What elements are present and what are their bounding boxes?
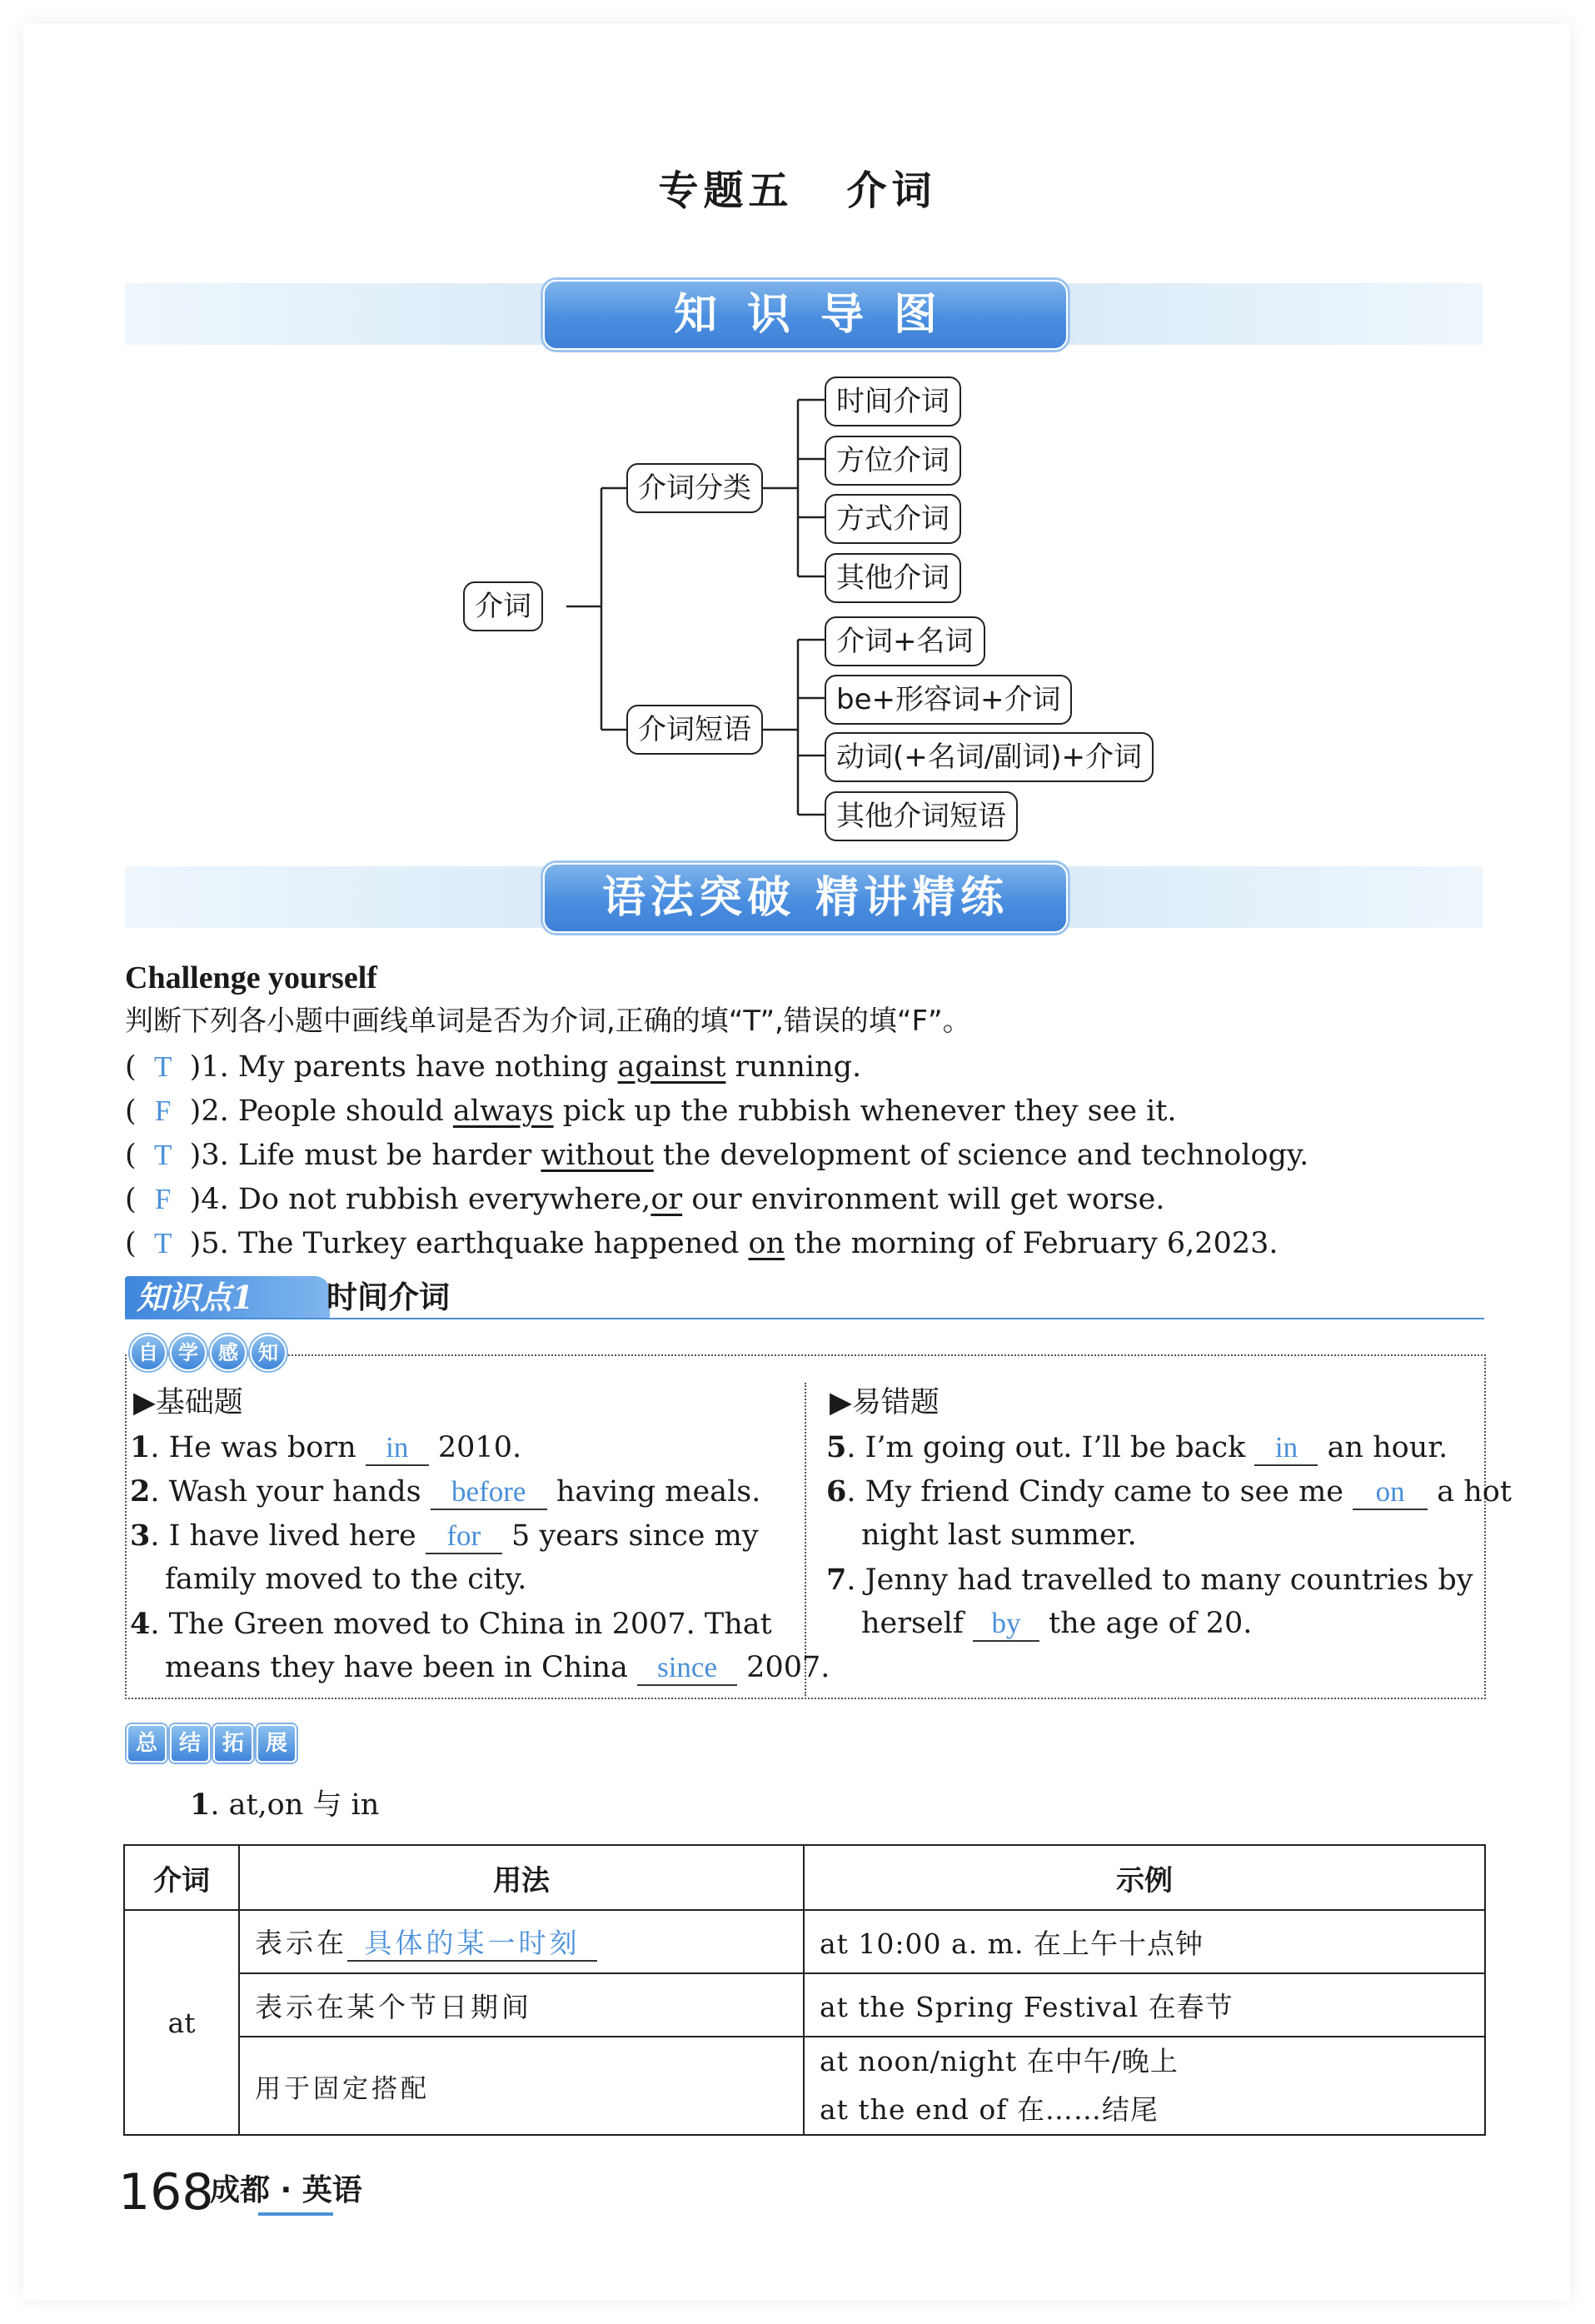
mindmap-branch-phrases: 介词短语 [626,705,763,755]
answer-blank: on [1353,1475,1428,1510]
mindmap-leaf: 动词(+名词/副词)+介词 [825,732,1154,782]
answer-blank: for [426,1519,502,1554]
challenge-answer: T [153,1227,172,1259]
exercise-q4-line2: means they have been in China since 2007. [165,1651,830,1684]
table-cell-usage: 用于固定搭配 [239,2037,804,2135]
answer-blank: by [973,1607,1039,1642]
underlined-word: against [617,1050,726,1084]
mindmap-leaf: 其他介词 [825,553,961,603]
table-cell-example: at the Spring Festival 在春节 [804,1973,1485,2037]
exercise-q2: 2. Wash your hands before having meals. [130,1474,761,1509]
page-label: 成都 · 英语 [210,2173,362,2207]
challenge-item: ( F )2. People should always pick up the rubbish whenever they see it. [125,1089,1177,1134]
knowledge-point-title: 时间介词 [326,1279,450,1315]
answer-blank: in [1254,1431,1318,1466]
error-prone-heading: ▶易错题 [830,1386,940,1419]
table-cell-usage: 表示在某个节日期间 [239,1973,804,2037]
challenge-answer: T [153,1050,172,1083]
mindmap-leaf: 方位介词 [825,436,961,486]
badge-char: 拓 [213,1724,253,1763]
underlined-word: always [452,1095,554,1128]
exercise-q3: 3. I have lived here for 5 years since my [130,1519,759,1553]
table-cell-example: at 10:00 a. m. 在上午十点钟 [804,1910,1485,1973]
table-cell-example: at noon/night 在中午/晚上 at the end of 在……结尾 [804,2037,1485,2135]
title-part1: 专题五 [658,167,794,214]
title-part2: 介词 [846,167,937,214]
challenge-item: ( T )5. The Turkey earthquake happened on the morning of February 6,2023. [125,1221,1278,1266]
answer-blank: since [637,1651,737,1686]
challenge-answer: F [154,1095,172,1127]
grammar-banner: 语法突破 精讲精练 [543,863,1068,933]
answer-blank: before [431,1475,547,1510]
page-number: 168 [118,2163,214,2222]
challenge-answer: T [153,1139,172,1171]
mindmap-lines [0,0,1595,850]
exercise-q6: 6. My friend Cindy came to see me on a hot [826,1474,1512,1509]
mindmap-banner: 知识导图 [543,280,1068,350]
self-study-badge [130,1334,287,1371]
badge-char: 自 [130,1334,167,1371]
triangle-icon: ▶ [133,1386,156,1419]
mindmap-branch-classification: 介词分类 [626,463,763,513]
badge-char: 总 [127,1724,167,1763]
page-label-underline [258,2212,333,2216]
challenge-heading: Challenge yourself [125,960,377,995]
exercise-q1: 1. He was born in 2010. [130,1430,522,1464]
mindmap-leaf: 介词+名词 [825,616,985,666]
exercise-q4: 4. The Green moved to China in 2007. That [130,1607,772,1641]
table-header: 示例 [804,1845,1485,1910]
mindmap-leaf: 其他介词短语 [825,791,1018,841]
exercise-q7: 7. Jenny had travelled to many countries by [826,1563,1473,1597]
badge-char: 知 [250,1334,287,1371]
exercise-q7-line2: herself by the age of 20. [861,1607,1253,1640]
challenge-instruction: 判断下列各小题中画线单词是否为介词,正确的填“T”,错误的填“F”。 [125,1005,971,1038]
summary-badge [127,1724,297,1763]
badge-char: 学 [170,1334,207,1371]
underlined-word: on [748,1227,785,1260]
underlined-word: without [541,1139,654,1172]
badge-char: 展 [257,1724,297,1763]
mindmap-root: 介词 [463,581,543,631]
underlined-word: or [650,1183,683,1216]
answer-blank: 具体的某一时刻 [347,1927,597,1962]
exercise-q5: 5. I’m going out. I’ll be back in an hour. [826,1430,1448,1464]
mindmap-leaf: be+形容词+介词 [825,675,1072,725]
badge-char: 感 [210,1334,247,1371]
knowledge-point-tag: 知识点1 [125,1276,330,1319]
challenge-item: ( T )1. My parents have nothing against running. [125,1045,861,1090]
mindmap-leaf: 时间介词 [825,377,961,426]
table-header: 介词 [124,1845,239,1910]
badge-char: 结 [170,1724,210,1763]
triangle-icon: ▶ [830,1386,852,1419]
table-cell-usage: 表示在 具体的某一时刻 [239,1910,804,1973]
mindmap-leaf: 方式介词 [825,494,961,544]
challenge-item: ( T )3. Life must be harder without the development of science and technology. [125,1133,1308,1178]
basic-heading: ▶基础题 [133,1386,243,1419]
table-cell-preposition: at [124,1910,239,2135]
exercise-q6-line2: night last summer. [861,1519,1137,1552]
exercise-q3-line2: family moved to the city. [165,1563,527,1596]
answer-blank: in [366,1431,429,1466]
challenge-item: ( F )4. Do not rubbish everywhere,or our environment will get worse. [125,1177,1164,1222]
summary-subtitle: 1. at,on 与 in [190,1788,380,1822]
table-header: 用法 [239,1845,804,1910]
challenge-answer: F [154,1183,172,1215]
knowledge-point-underline [125,1318,1484,1319]
preposition-table [123,1844,1486,2136]
